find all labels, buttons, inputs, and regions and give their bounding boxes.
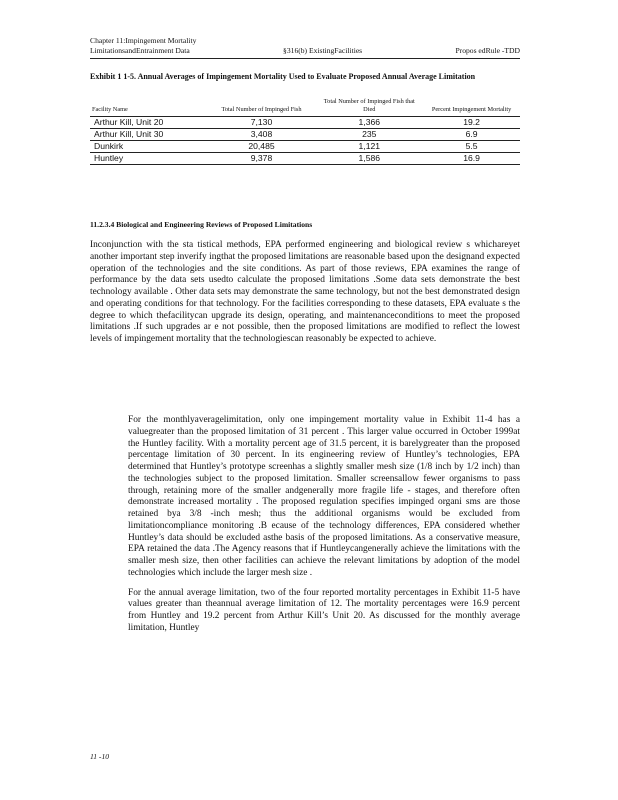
running-header-section-title: LimitationsandEntrainment Data — [90, 46, 190, 55]
table-row — [90, 117, 520, 129]
bullet-text: For the annual average limitation, two of the four reported mortality percentages in Exhibit 11-5 have values greater than theannual average limitation of 12. The mortality percentages were 16.9 percent from Huntley and 19.2 percent from Arthur Kill’s Unit 20. As discussed for the monthly average limitation, Huntley — [128, 587, 520, 633]
table-row — [90, 129, 520, 141]
bullet-list — [110, 415, 520, 643]
cell-died: 1,366 — [315, 117, 423, 129]
page-number: 11 -10 — [90, 752, 110, 761]
cell-impinged: 3,408 — [208, 129, 316, 141]
exhibit-table-container — [90, 98, 520, 165]
cell-facility: Arthur Kill, Unit 20 — [90, 117, 208, 129]
cell-percent: 5.5 — [423, 141, 520, 153]
column-header-died: Total Number of Impinged Fish that Died — [315, 98, 423, 117]
exhibit-title: Exhibit 1 1-5. Annual Averages of Impingement Mortality Used to Evaluate Proposed Annual Average Limitation — [90, 72, 476, 81]
cell-percent: 19.2 — [423, 117, 520, 129]
cell-impinged: 20,485 — [208, 141, 316, 153]
body-paragraph: Inconjunction with the sta tistical methods, EPA performed engineering and biological review s whichareyet another important step inverify ingthat the proposed limitations are reasonable based upon the designand expected operation of the technologies and the site conditions. As part of those reviews, EPA examines the range of performance by the data sets usedto calculate the proposed limitations .Some data sets demonstrate the best technology available . Other data sets may demonstrate the same technology, but not the best demonstrated design and operating conditions for that technology. For the facilities corresponding to these datasets, EPA evaluate s the degree to which thefacilitycan upgrade its design, operating, and maintenanceconditions to meet the proposed limitations .If such upgrades ar e not possible, then the proposed limitations are modified to reflect the lowest levels of impingement mortality that the technologiescan reasonably be expected to achieve. — [90, 240, 520, 344]
list-item — [110, 588, 520, 635]
table-row — [90, 153, 520, 165]
table-header-row — [90, 98, 520, 117]
column-header-impinged: Total Number of Impinged Fish — [208, 98, 316, 117]
cell-died: 1,586 — [315, 153, 423, 165]
section-heading: 11.2.3.4 Biological and Engineering Reviews of Proposed Limitations — [90, 220, 313, 229]
running-header-doc-type: Propos edRule -TDD — [455, 46, 520, 55]
bullet-text: For the monthlyaveragelimitation, only one impingement mortality value in Exhibit 11-4 has a valuegreater than the proposed limitation of 31 percent . This larger value occurred in October 1999at the Huntley facility. With a mortality percent age of 31.5 percent, it is barelygreater than the proposed percentage limitation of 30 percent. In its engineering review of Huntley’s technologies, EPA determined that Huntley’s prototype screenhas a slightly smaller mesh size (1/8 inch by 1/2 inch) than the technologies subject to the proposed limitation. Smaller screensallow fewer organisms to pass through, retaining more of the smaller andgenerally more fragile life - stages, and therefore often demonstrate increased mortality . The proposed regulation specifies impinged organi sms are those retained bya 3/8 -inch mesh; thus the additional organisms would be excluded from limitationcompliance monitoring .B ecause of the technology differences, EPA considered whether Huntley’s data should be excluded asthe basis of the proposed limitations. As a conservative measure, EPA retained the data .The Agency reasons that if Huntleycangenerally achieve the limitations with the smaller mesh size, then other facilities can achieve the relevant limitations by adoption of the model technologies which include the larger mesh size . — [128, 415, 520, 578]
cell-died: 235 — [315, 129, 423, 141]
running-header-chapter: Chapter 11:Impingement Mortality — [90, 36, 197, 45]
column-header-facility: Facility Name — [90, 98, 208, 117]
header-rule — [90, 58, 520, 59]
list-item — [110, 415, 520, 580]
cell-facility: Arthur Kill, Unit 30 — [90, 129, 208, 141]
cell-impinged: 7,130 — [208, 117, 316, 129]
table-row — [90, 141, 520, 153]
running-header-line2 — [90, 46, 520, 56]
cell-facility: Huntley — [90, 153, 208, 165]
cell-facility: Dunkirk — [90, 141, 208, 153]
cell-died: 1,121 — [315, 141, 423, 153]
column-header-percent: Percent Impingement Mortality — [423, 98, 520, 117]
cell-percent: 6.9 — [423, 129, 520, 141]
cell-impinged: 9,378 — [208, 153, 316, 165]
cell-percent: 16.9 — [423, 153, 520, 165]
running-header-rule-ref: §316(b) ExistingFacilities — [283, 46, 363, 55]
exhibit-table — [90, 98, 520, 165]
